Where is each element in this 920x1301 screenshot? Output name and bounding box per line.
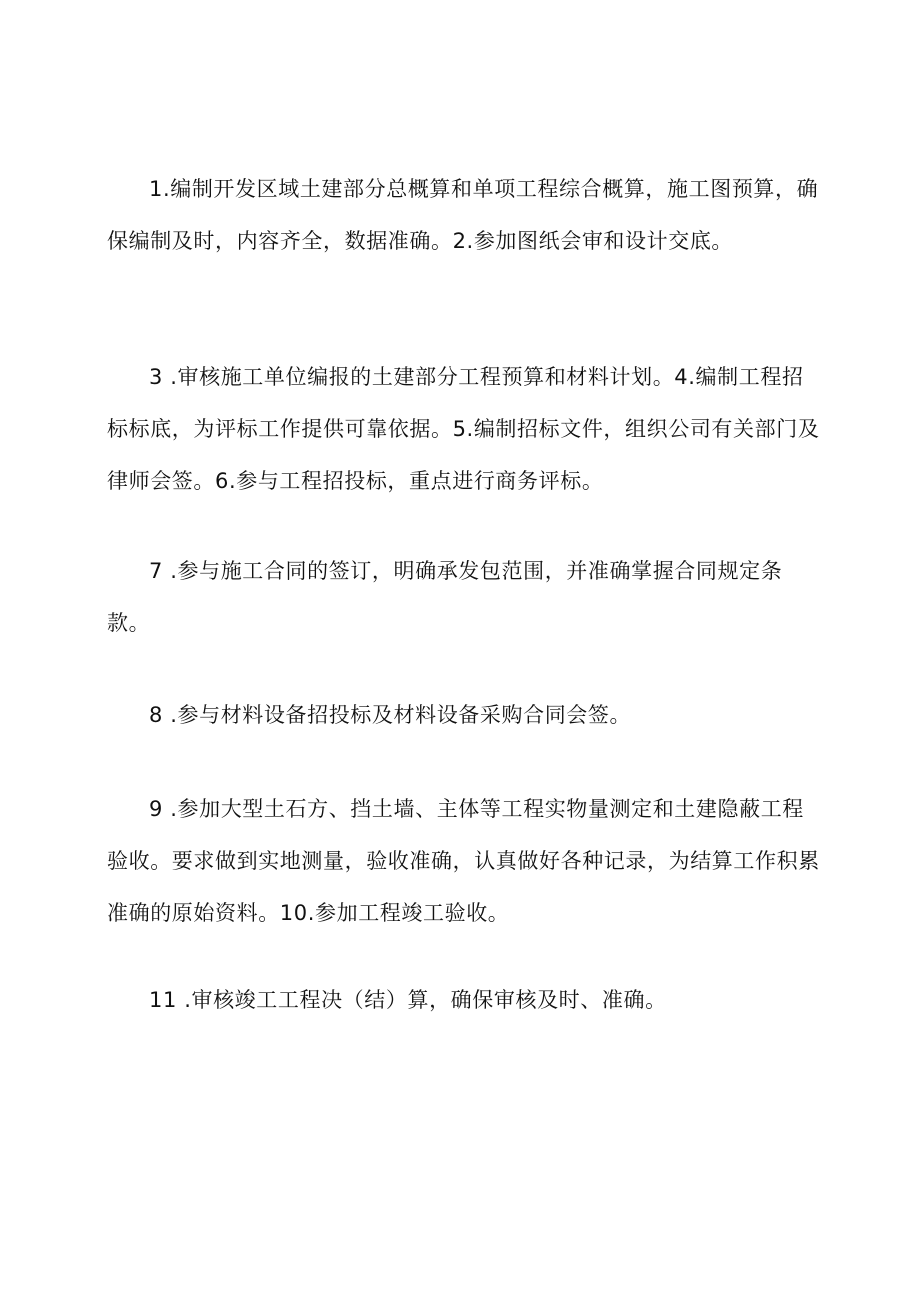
paragraph-duty-3-6: 3 .审核施工单位编报的土建部分工程预算和材料计划。4.编制工程招标标底，为评标工作提供可靠依据。5.编制招标文件，组织公司有关部门及律师会签。6.参与工程招投标，重点进行商务评标。 (107, 365, 820, 493)
paragraph-duty-9-10: 9 .参加大型土石方、挡土墙、主体等工程实物量测定和土建隐蔽工程验收。要求做到实地测量，验收准确，认真做好各种记录，为结算工作积累准确的原始资料。10.参加工程竣工验收。 (107, 797, 820, 925)
paragraph-duty-11: 11 .审核竣工工程决（结）算，确保审核及时、准确。 (149, 988, 667, 1012)
paragraph-duty-7: 7 .参与施工合同的签订，明确承发包范围，并准确掌握合同规定条款。 (107, 559, 783, 635)
paragraph-duty-1-2: 1.编制开发区域土建部分总概算和单项工程综合概算，施工图预算，确保编制及时，内容齐全，数据准确。2.参加图纸会审和设计交底。 (107, 177, 819, 253)
paragraph-duty-8: 8 .参与材料设备招投标及材料设备采购合同会签。 (149, 703, 632, 727)
